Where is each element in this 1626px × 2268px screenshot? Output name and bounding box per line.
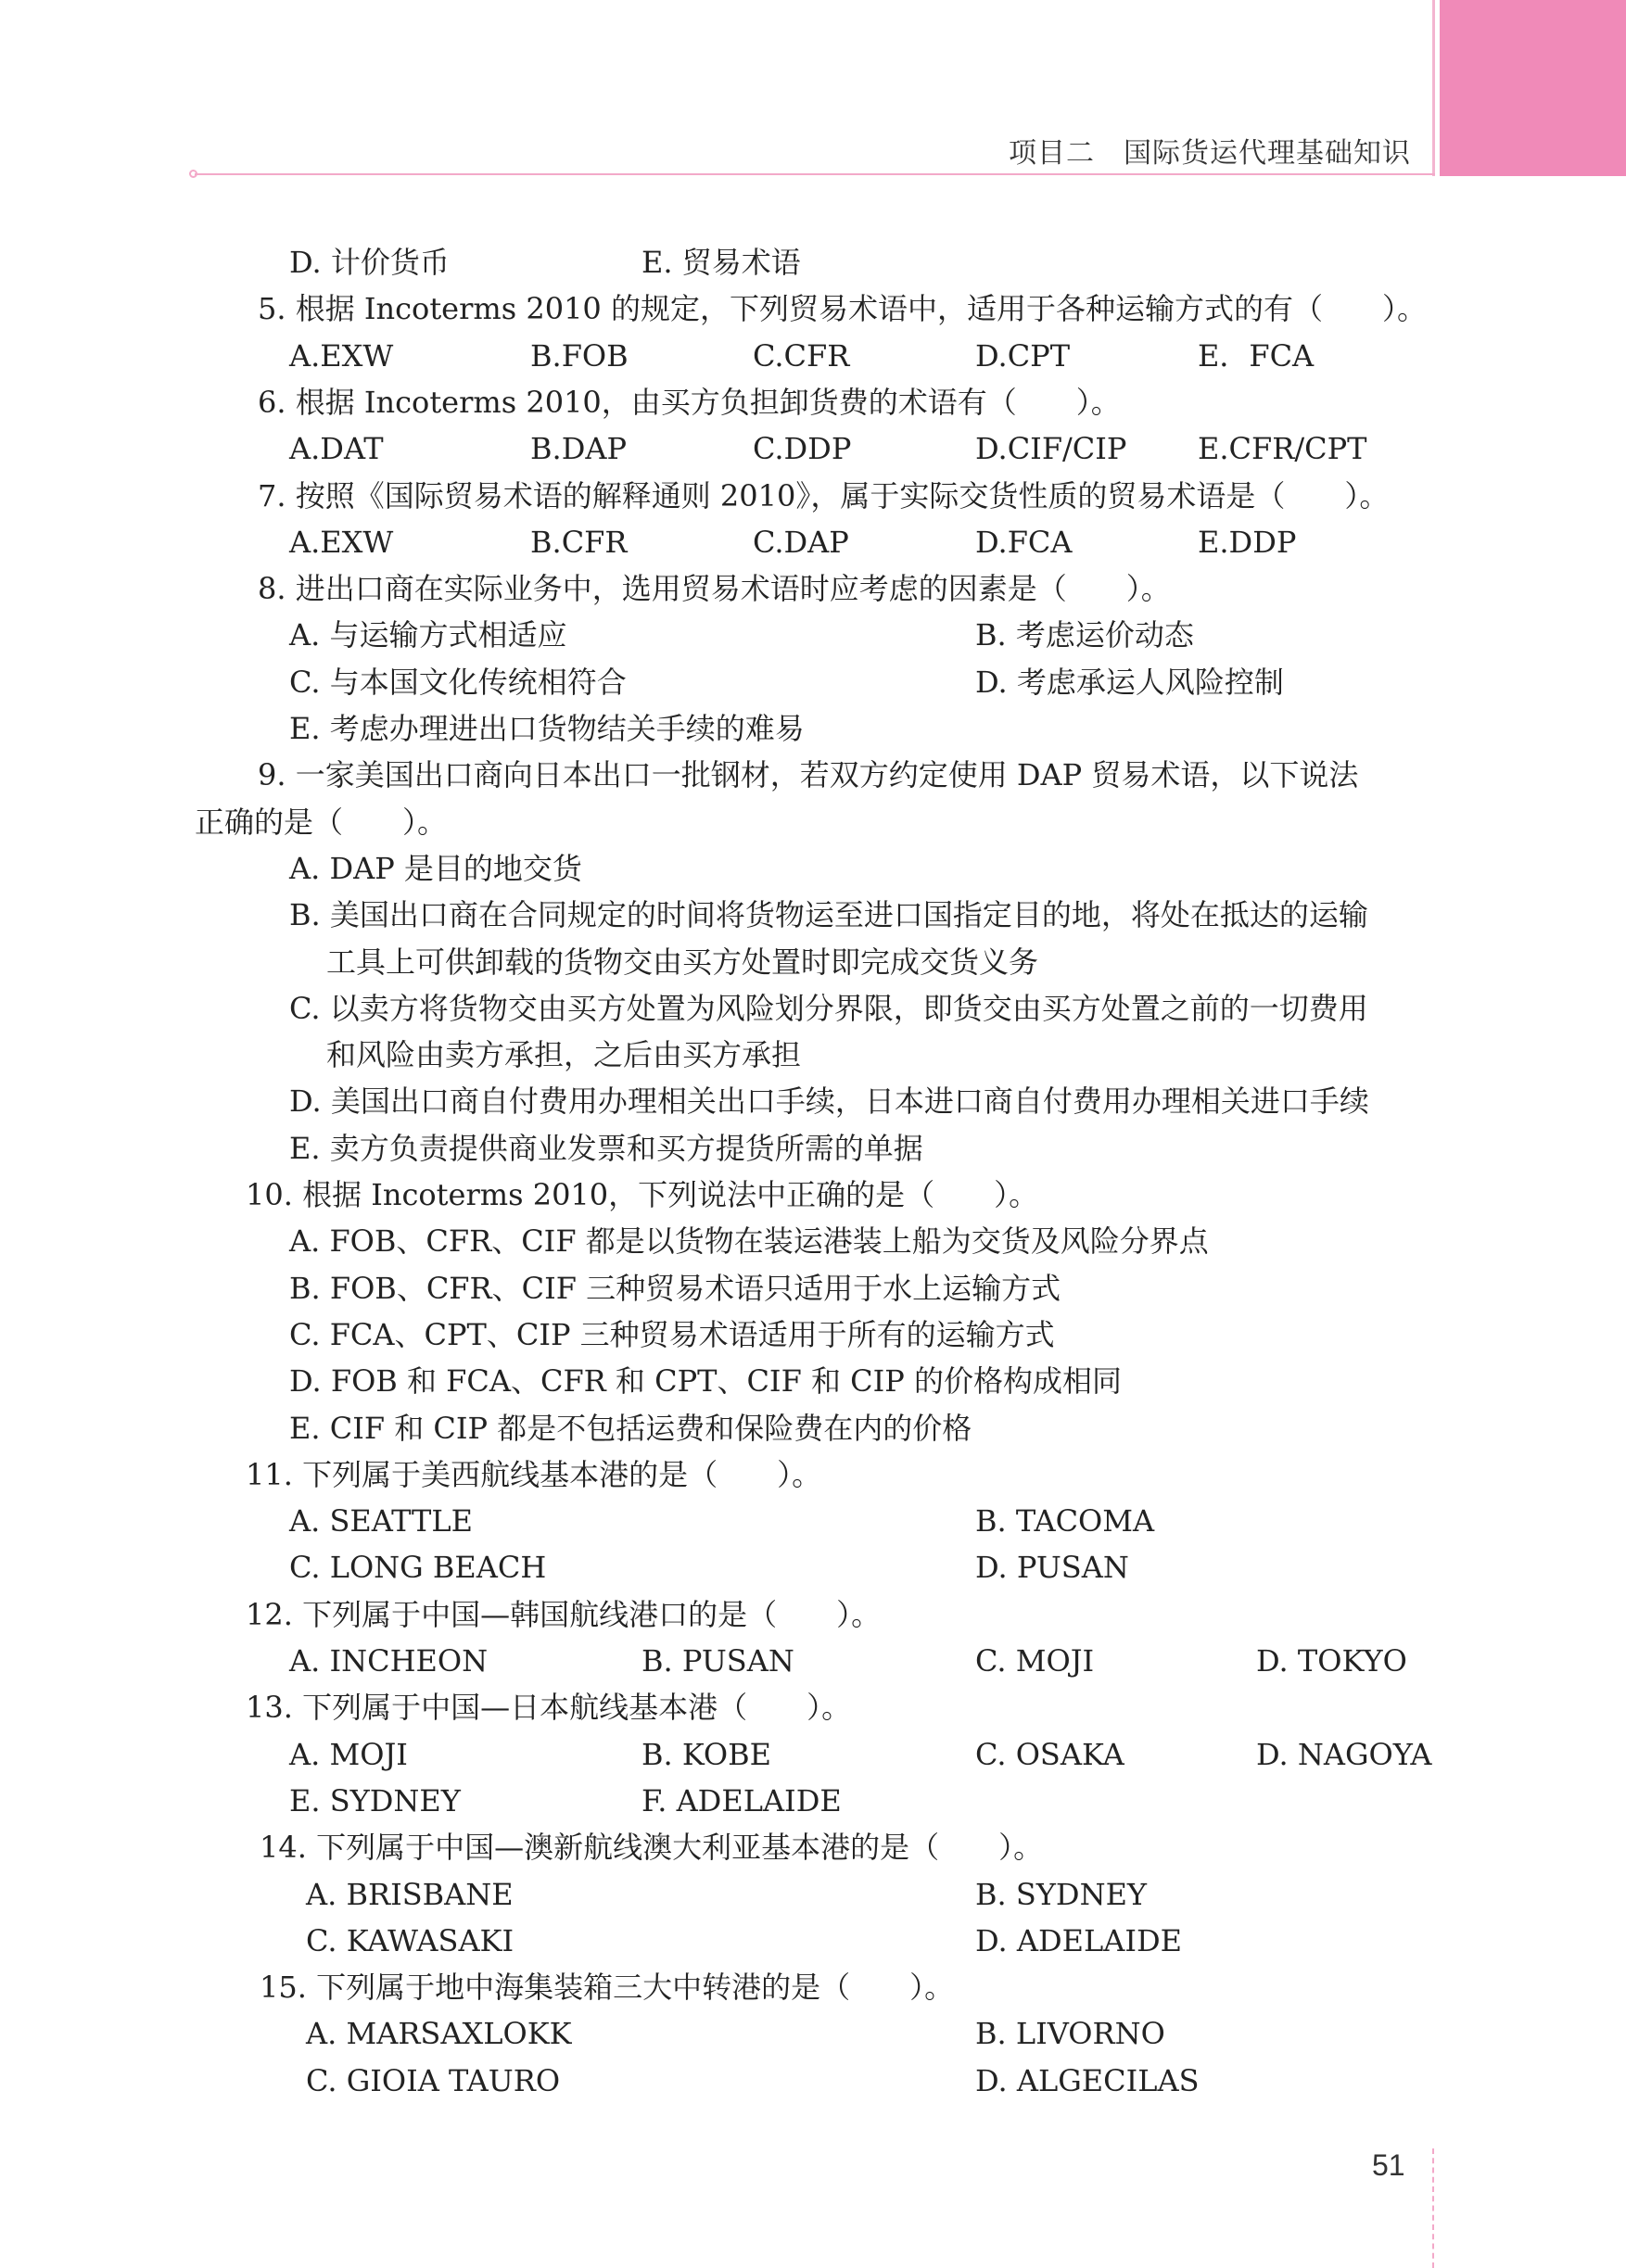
text-line: D.FCA <box>975 525 1073 560</box>
text-line: A.DAT <box>289 431 384 466</box>
text-line: D. 考虑承运人风险控制 <box>975 665 1284 700</box>
text-line: A. BRISBANE <box>306 1877 514 1912</box>
text-line: 8. 进出口商在实际业务中，选用贸易术语时应考虑的因素是（ ）。 <box>258 571 1171 606</box>
text-line: 5. 根据 Incoterms 2010 的规定，下列贸易术语中，适用于各种运输方式的有（ ）。 <box>258 291 1427 326</box>
text-line: D. 计价货币 <box>289 245 450 280</box>
text-line: B. TACOMA <box>975 1503 1155 1539</box>
header-rule <box>195 173 1435 175</box>
text-line: D. FOB 和 FCA、CFR 和 CPT、CIF 和 CIP 的价格构成相同 <box>289 1363 1122 1399</box>
text-line: D. NAGOYA <box>1256 1737 1432 1772</box>
text-line: E. 考虑办理进出口货物结关手续的难易 <box>289 711 805 746</box>
text-line: C. 与本国文化传统相符合 <box>289 665 627 700</box>
text-line: C.CFR <box>753 338 850 374</box>
text-line: A.EXW <box>289 525 394 560</box>
text-line: F. ADELAIDE <box>642 1783 842 1818</box>
text-line: 13. 下列属于中国—日本航线基本港（ ）。 <box>246 1690 852 1725</box>
text-line: A. FOB、CFR、CIF 都是以货物在装运港装上船为交货及风险分界点 <box>289 1223 1209 1259</box>
text-line: 正确的是（ ）。 <box>195 805 448 840</box>
text-line: B. SYDNEY <box>975 1877 1148 1912</box>
text-line: D. ALGECILAS <box>975 2063 1200 2098</box>
text-line: E.DDP <box>1198 525 1297 560</box>
text-line: 11. 下列属于美西航线基本港的是（ ）。 <box>246 1457 822 1492</box>
text-line: B. FOB、CFR、CIF 三种贸易术语只适用于水上运输方式 <box>289 1271 1061 1306</box>
page-number-rule <box>1432 2148 1434 2268</box>
text-line: A. DAP 是目的地交货 <box>289 851 582 886</box>
text-line: B. 美国出口商在合同规定的时间将货物运至进口国指定目的地，将处在抵达的运输 <box>289 897 1368 932</box>
text-line: C. MOJI <box>975 1643 1095 1679</box>
text-line: 和风险由卖方承担，之后由买方承担 <box>326 1037 802 1072</box>
text-line: 10. 根据 Incoterms 2010，下列说法中正确的是（ ）。 <box>246 1177 1039 1212</box>
text-line: A. MARSAXLOKK <box>306 2016 572 2051</box>
running-header-title: 项目二 国际货运代理基础知识 <box>1009 137 1411 170</box>
text-line: A.EXW <box>289 338 394 374</box>
chapter-tab-edge <box>1432 0 1435 176</box>
text-line: D.CPT <box>975 338 1071 374</box>
text-line: C. FCA、CPT、CIP 三种贸易术语适用于所有的运输方式 <box>289 1317 1055 1352</box>
text-line: C.DAP <box>753 525 849 560</box>
text-line: 6. 根据 Incoterms 2010，由买方负担卸货费的术语有（ ）。 <box>258 385 1121 420</box>
text-line: E.CFR/CPT <box>1198 431 1367 466</box>
text-line: 7. 按照《国际贸易术语的解释通则 2010》，属于实际交货性质的贸易术语是（ ）。 <box>258 478 1390 513</box>
text-line: D. PUSAN <box>975 1550 1129 1585</box>
text-line: E. 贸易术语 <box>642 245 801 280</box>
text-line: C.DDP <box>753 431 852 466</box>
text-line: C. LONG BEACH <box>289 1550 547 1585</box>
page-number: 51 <box>1372 2148 1405 2182</box>
text-line: E. CIF 和 CIP 都是不包括运费和保险费在内的价格 <box>289 1411 972 1446</box>
text-line: E. SYDNEY <box>289 1783 461 1818</box>
text-line: A. MOJI <box>289 1737 408 1772</box>
text-line: 12. 下列属于中国—韩国航线港口的是（ ）。 <box>246 1597 882 1632</box>
text-line: B.CFR <box>530 525 628 560</box>
text-line: C. KAWASAKI <box>306 1923 514 1958</box>
text-line: D.CIF/CIP <box>975 431 1127 466</box>
text-line: D. 美国出口商自付费用办理相关出口手续，日本进口商自付费用办理相关进口手续 <box>289 1083 1369 1119</box>
text-line: A. 与运输方式相适应 <box>289 617 567 653</box>
text-line: D. TOKYO <box>1256 1643 1407 1679</box>
text-line: B. 考虑运价动态 <box>975 617 1194 653</box>
text-line: E．FCA <box>1198 338 1315 374</box>
text-line: C. OSAKA <box>975 1737 1124 1772</box>
text-line: 15. 下列属于地中海集装箱三大中转港的是（ ）。 <box>260 1970 955 2005</box>
text-line: B. KOBE <box>642 1737 772 1772</box>
text-line: B. LIVORNO <box>975 2016 1165 2051</box>
text-line: 14. 下列属于中国—澳新航线澳大利亚基本港的是（ ）。 <box>260 1830 1044 1865</box>
text-line: B.FOB <box>530 338 629 374</box>
text-line: C. GIOIA TAURO <box>306 2063 561 2098</box>
text-line: 9. 一家美国出口商向日本出口一批钢材，若双方约定使用 DAP 贸易术语，以下说法 <box>258 757 1359 792</box>
text-line: 工具上可供卸载的货物交由买方处置时即完成交货义务 <box>326 944 1039 980</box>
text-line: A. INCHEON <box>289 1643 489 1679</box>
text-line: A. SEATTLE <box>289 1503 473 1539</box>
text-line: C. 以卖方将货物交由买方处置为风险划分界限，即货交由买方处置之前的一切费用 <box>289 991 1368 1026</box>
chapter-tab <box>1440 0 1626 176</box>
text-line: B. PUSAN <box>642 1643 794 1679</box>
text-line: B.DAP <box>530 431 627 466</box>
text-line: E. 卖方负责提供商业发票和买方提货所需的单据 <box>289 1131 923 1166</box>
text-line: D. ADELAIDE <box>975 1923 1182 1958</box>
